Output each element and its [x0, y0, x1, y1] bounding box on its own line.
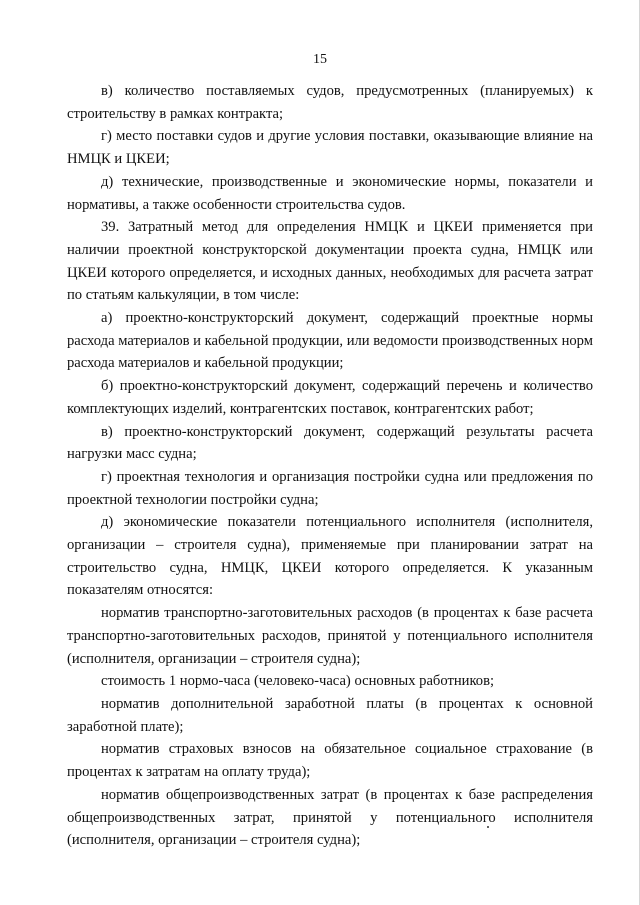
- paragraph-v-ship-quantity: в) количество поставляемых судов, предусмотренных (планируемых) к строительству в рамках контракта;: [67, 83, 593, 122]
- paragraph-a-design-document: а) проектно-конструкторский документ, содержащий проектные нормы расхода материалов и кабельной продукции, или ведомости производственных норм расхода материалов и кабельной продукции;: [67, 310, 593, 372]
- paragraph-norm-hour-cost: стоимость 1 нормо-часа (человеко-часа) основных работников;: [101, 673, 495, 690]
- paragraph-d-technical-norms: д) технические, производственные и экономические нормы, показатели и нормативы, а также особенности строительства судов.: [67, 173, 593, 213]
- body-text: [67, 80, 593, 852]
- paragraph-overhead-costs-norm: норматив общепроизводственных затрат (в процентах к базе распределения общепроизводственных затрат, принятой у потенциального исполнителя (исполнителя, организации – строителя судна);: [67, 786, 593, 849]
- scan-speck: [487, 826, 489, 828]
- paragraph-39-cost-method: 39. Затратный метод для определения НМЦК и ЦКЕИ применяется при наличии проектной конструкторской документации проекта судна, НМЦК или ЦКЕИ которого определяется, и исходных данных, необходимых для расчета затрат по статьям калькуляции, в том числе:: [67, 219, 593, 304]
- paragraph-g-construction-technology: г) проектная технология и организация постройки судна или предложения по проектной технологии постройки судна;: [67, 468, 593, 508]
- page-number: 15: [313, 52, 327, 67]
- paragraph-b-components-list: б) проектно-конструкторский документ, содержащий перечень и количество комплектующих изделий, контрагентских поставок, контрагентских работ;: [67, 378, 593, 417]
- paragraph-insurance-contributions-norm: норматив страховых взносов на обязательное социальное страхование (в процентах к затратам на оплату труда);: [67, 741, 593, 781]
- paragraph-d-economic-indicators: д) экономические показатели потенциального исполнителя (исполнителя, организации – строителя судна), применяемые при планировании затрат на строительство судна, НМЦК, ЦКЕИ которого определяется. К указанным показателям относятся:: [67, 514, 593, 599]
- paragraph-additional-wages-norm: норматив дополнительной заработной платы (в процентах к основной заработной плате);: [67, 695, 593, 735]
- paragraph-v-mass-load: в) проектно-конструкторский документ, содержащий результаты расчета нагрузки масс судна;: [67, 423, 593, 463]
- paragraph-transport-expenses-norm: норматив транспортно-заготовительных расходов (в процентах к базе расчета транспортно-заготовительных расходов, принятой у потенциального исполнителя (исполнителя, организации – строителя судна);: [67, 605, 593, 667]
- paragraph-g-delivery-place: г) место поставки судов и другие условия поставки, оказывающие влияние на НМЦК и ЦКЕИ;: [67, 128, 593, 168]
